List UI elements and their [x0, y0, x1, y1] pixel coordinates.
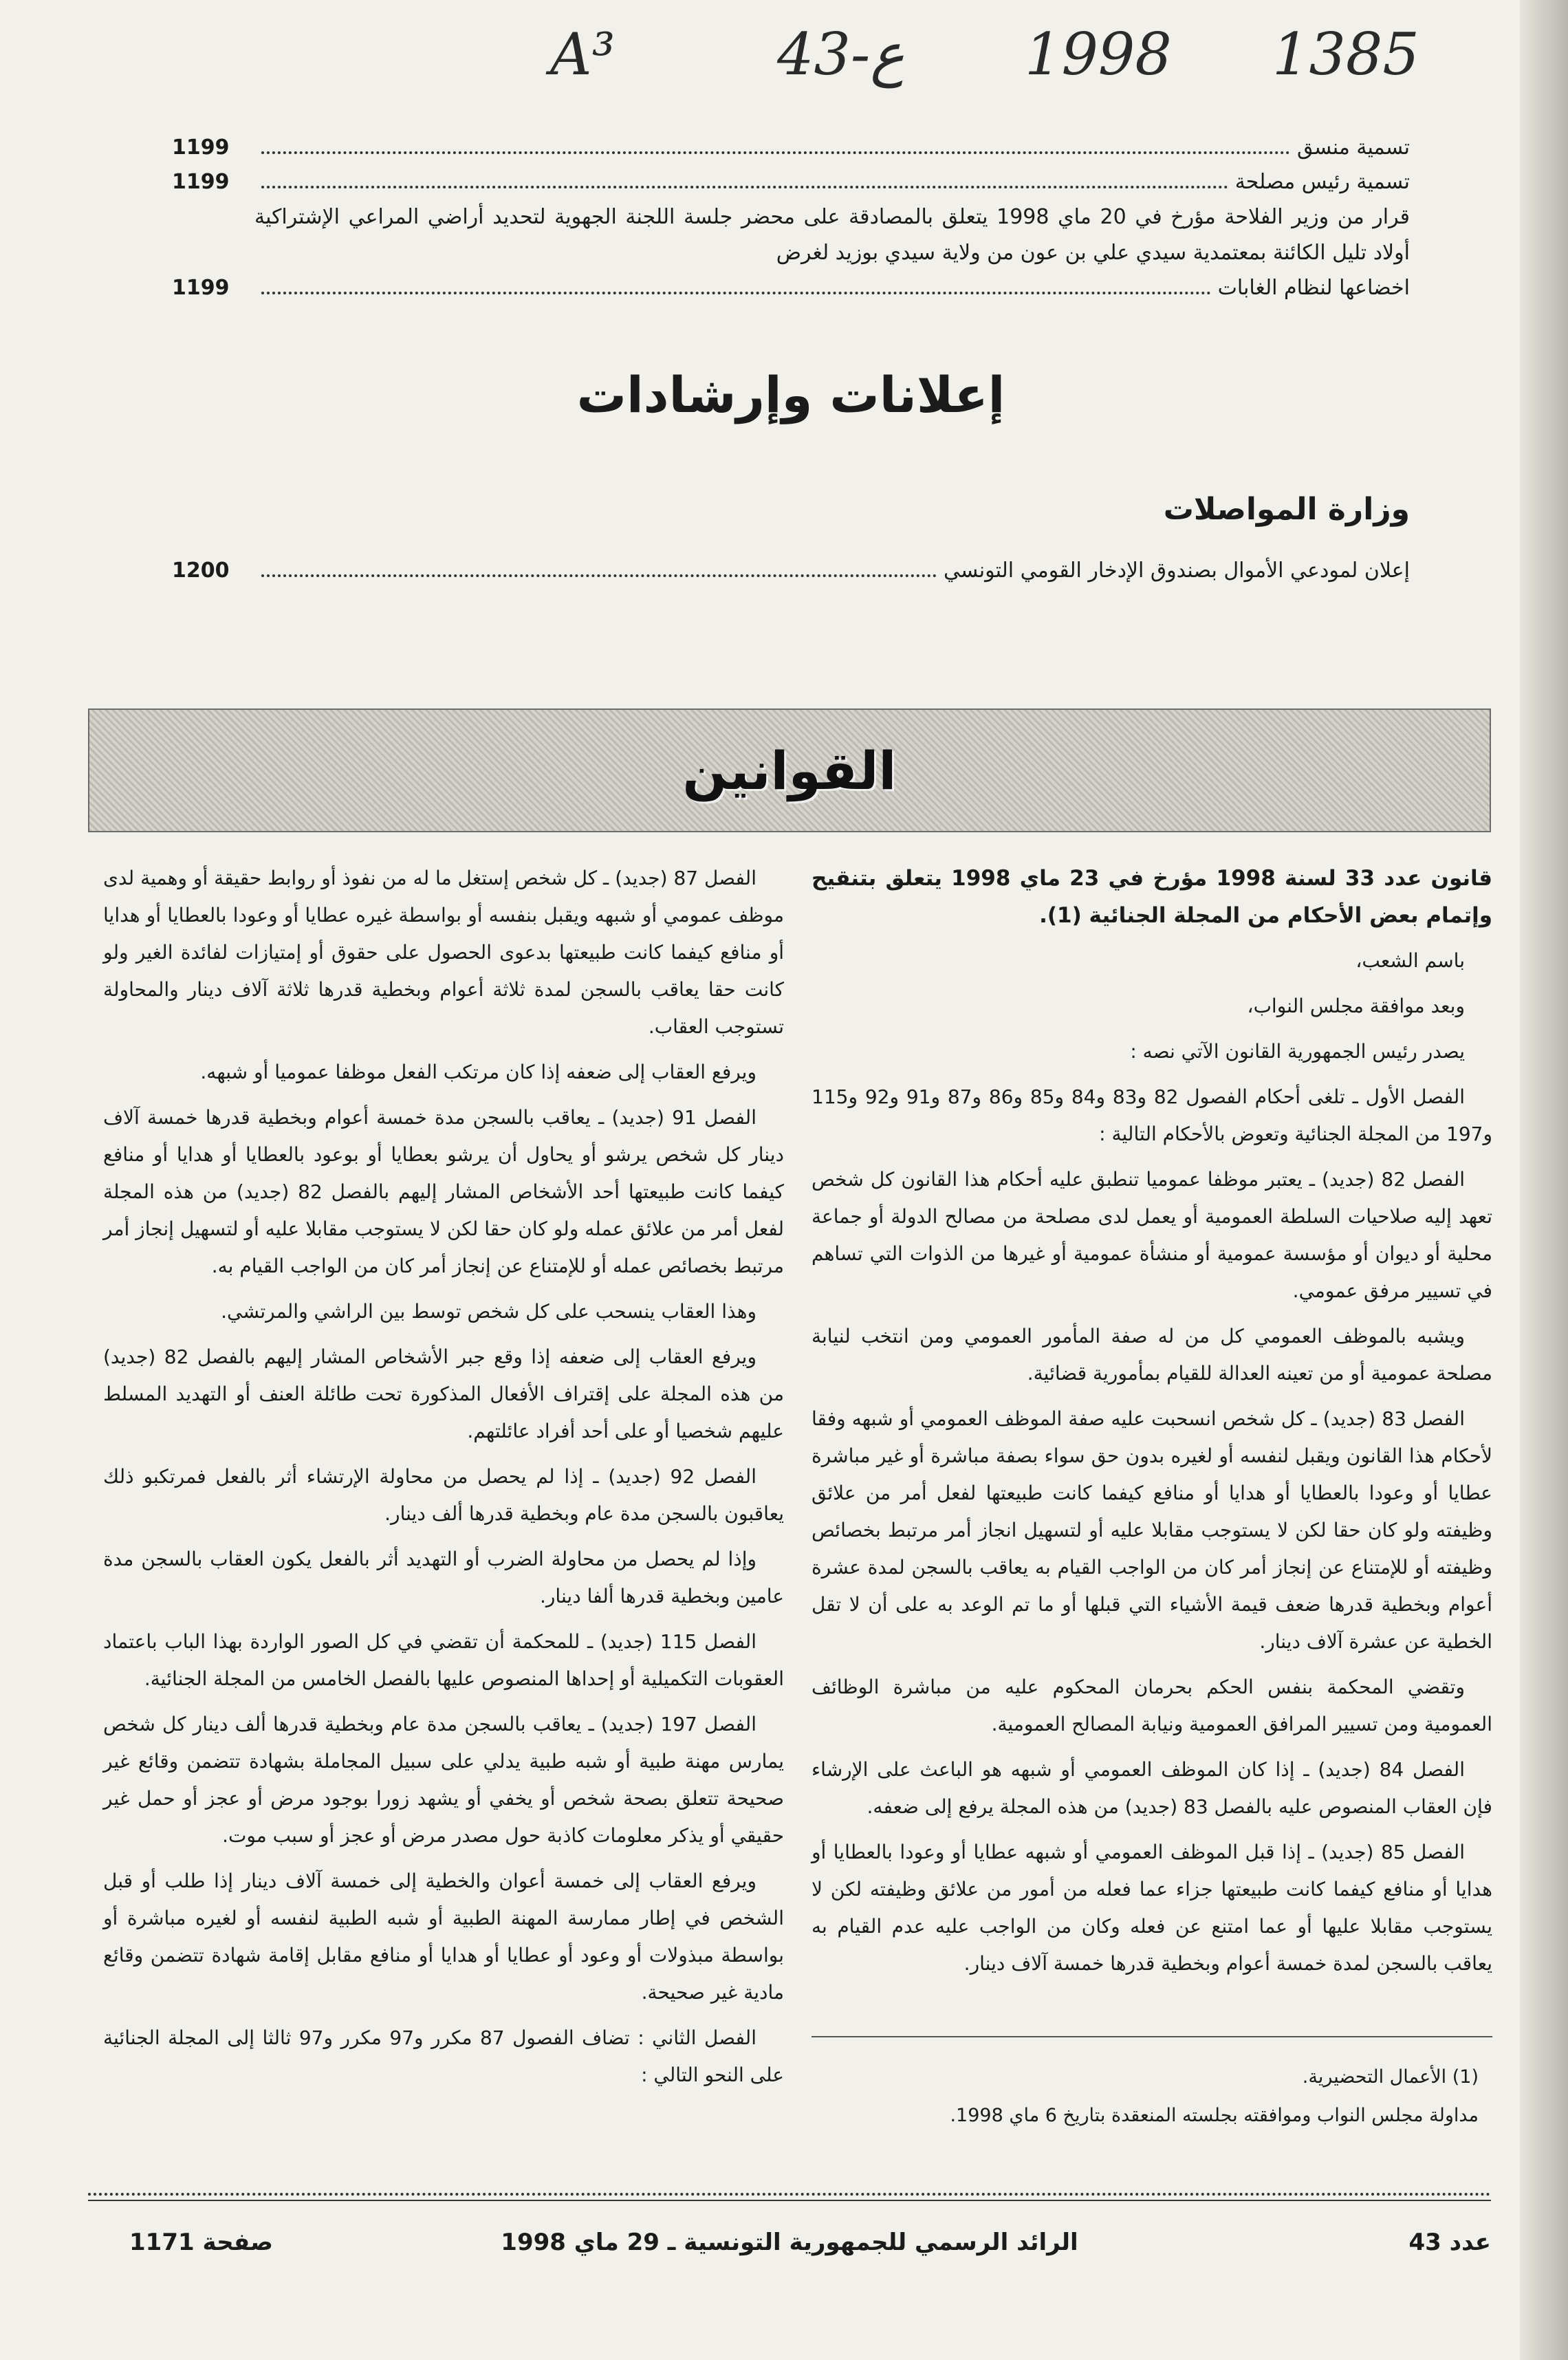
law-paragraph: الفصل 82 (جديد) ـ يعتبر موظفا عموميا تنطبق عليه أحكام هذا القانون كل شخص تعهد إليه صلاحيات السلطة العمومية أو يعمل لدى مصلحة من مصالح الدولة أو جماعة محلية أو ديوان أو مؤسسة عمومية أو منشأة عمومية أو غيرها من الذوات التي تساهم في تسيير مرفق عمومي.: [812, 1168, 1492, 1302]
law-paragraph: الفصل 115 (جديد) ـ للمحكمة أن تقضي في كل الصور الواردة بهذا الباب باعتماد العقوبات التكميلية أو إحداها المنصوص عليها بالفصل الخامس من المجلة الجنائية.: [103, 1630, 784, 1690]
law-paragraph: ويرفع العقاب إلى ضعفه إذا كان مرتكب الفعل موظفا عموميا أو شبهه.: [200, 1061, 756, 1083]
toc-entry-text: تسمية منسق: [1296, 136, 1410, 160]
page-edge-shadow: [1520, 0, 1568, 2360]
toc-entry-text: اخضاعها لنظام الغابات: [1217, 276, 1410, 300]
law-column-right: [812, 860, 1492, 1991]
law-paragraph: باسم الشعب،: [1355, 949, 1465, 972]
law-paragraph: الفصل الأول ـ تلغى أحكام الفصول 82 و83 و84 و85 و86 و87 و91 و92 و115 و197 من المجلة الجنائية وتعوض بالأحكام التالية :: [812, 1085, 1492, 1145]
toc-page-number: 1199: [172, 136, 230, 160]
toc-leader-dots: [261, 186, 1228, 188]
law-paragraph: وهذا العقاب ينسحب على كل شخص توسط بين الراشي والمرتشي.: [221, 1300, 756, 1323]
toc-entry: [172, 131, 1410, 165]
ministry-toc: [172, 554, 1410, 588]
page-number: صفحة 1171: [129, 2229, 273, 2256]
law-column-left: [103, 860, 784, 2102]
toc-entry-text: إعلان لمودعي الأموال بصندوق الإدخار القومي التونسي: [943, 559, 1410, 583]
footer-dotted-rule: [88, 2193, 1491, 2196]
law-paragraph: وإذا لم يحصل من محاولة الضرب أو التهديد أثر بالفعل يكون العقاب بالسجن مدة عامين وبخطية قدرها ألفا دينار.: [103, 1548, 784, 1607]
law-paragraph: الفصل 92 (جديد) ـ إذا لم يحصل من محاولة الإرتشاء أثر بالفعل فمرتكبو ذلك يعاقبون بالسجن مدة عام وبخطية قدرها ألف دينار.: [103, 1465, 784, 1525]
laws-banner-title: القوانين: [682, 739, 897, 801]
footnote: مداولة مجلس النواب وموافقته بجلسته المنعقدة بتاريخ 6 ماي 1998.: [950, 2105, 1479, 2126]
law-title: قانون عدد 33 لسنة 1998 مؤرخ في 23 ماي 1998 يتعلق بتنقيح وإتمام بعض الأحكام من المجلة الجنائية (1).: [812, 866, 1492, 928]
toc-page-number: 1200: [172, 559, 230, 583]
handwritten-note: 1385: [1272, 21, 1419, 88]
law-paragraph: الفصل الثاني : تضاف الفصول 87 مكرر و97 مكرر و97 ثالثا إلى المجلة الجنائية على النحو التالي :: [103, 2026, 784, 2086]
toc-entry-text: تسمية رئيس مصلحة: [1234, 170, 1410, 194]
law-paragraph: الفصل 91 (جديد) ـ يعاقب بالسجن مدة خمسة أعوام وبخطية قدرها خمسة آلاف دينار كل شخص يرشو أو يحاول أن يرشو بعطايا أو بوعود بالعطايا أو هدايا أو منافع كيفما كانت طبيعتها أحد الأشخاص المشار إليهم بالفصل 82 (جديد) من هذه المجلة لفعل أمر من علائق عمله ولو كان حقا لكن لا يستوجب مقابلا عليه أو لتسهيل إنجاز أمر مرتبط بخصائص عمله أو للإمتناع عن إنجاز أمر كان من الواجب القيام به.: [103, 1106, 784, 1277]
law-paragraph: الفصل 87 (جديد) ـ كل شخص إستغل ما له من نفوذ أو روابط حقيقة أو وهمية لدى موظف عمومي أو شبهه ويقبل بنفسه أو بواسطة غيره عطايا أو وعودا بالعطايا أو هدايا أو منافع كيفما كانت طبيعتها بدعوى الحصول على حقوق أو إمتيازات لفائدة الغير ولو كانت حقا يعاقب بالسجن لمدة ثلاثة أعوام وبخطية قدرها ثلاثة آلاف دينار والمحاولة تستوجب العقاب.: [103, 867, 784, 1038]
ministry-heading: وزارة المواصلات: [1163, 492, 1410, 527]
page-footer: [88, 2229, 1491, 2270]
toc-entry: [172, 554, 1410, 588]
toc-leader-dots: [261, 151, 1290, 154]
handwritten-note: 1998: [1025, 21, 1172, 88]
law-paragraph: الفصل 83 (جديد) ـ كل شخص انسحبت عليه صفة الموظف العمومي أو شبهه وفقا لأحكام هذا القانون ويقبل لنفسه أو لغيره بدون حق سواء بصفة مباشرة أو غير مباشرة عطايا أو وعودا بالعطايا أو هدايا أو منافع كيفما كانت طبيعتها لفعل أمر من علائق وظيفته ولو كان حقا لكن لا يستوجب مقابلا عليه أو لتسهيل انجاز أمر مرتبط بخصائص وظيفته أو للإمتناع عن إنجاز أمر كان من الواجب القيام به يعاقب بالسجن لمدة عشرة أعوام وبخطية قدرها ضعف قيمة الأشياء التي قبلها أو ما تم الوعد به على أن لا تقل الخطية عن عشرة آلاف دينار.: [812, 1407, 1492, 1653]
toc-page-number: 1199: [172, 170, 230, 194]
toc-page-number: 1199: [172, 276, 230, 300]
law-paragraph: وتقضي المحكمة بنفس الحكم بحرمان المحكوم عليه من مباشرة الوظائف العمومية ومن تسيير المرافق العمومية ونيابة المصالح العمومية.: [812, 1676, 1492, 1735]
law-paragraph: يصدر رئيس الجمهورية القانون الآتي نصه :: [1130, 1040, 1465, 1063]
law-paragraph: ويشبه بالموظف العمومي كل من له صفة المأمور العمومي ومن انتخب لنيابة مصلحة عمومية أو من تعينه العدالة للقيام بمأمورية قضائية.: [812, 1325, 1492, 1385]
handwritten-note: 43-ع: [777, 21, 905, 88]
toc-entry: [172, 165, 1410, 199]
law-paragraph: ويرفع العقاب إلى خمسة أعوان والخطية إلى خمسة آلاف دينار إذا طلب أو قبل الشخص في إطار ممارسة المهنة الطبية أو شبه الطبية لنفسه أو لغيره مباشرة أو بواسطة مبذولات أو وعود أو عطايا أو هدايا أو منافع مقابل إقامة شهادة تتضمن وقائع مادية غير صحيحة.: [103, 1870, 784, 2004]
toc-leader-dots: [261, 292, 1211, 294]
law-paragraph: الفصل 197 (جديد) ـ يعاقب بالسجن مدة عام وبخطية قدرها ألف دينار كل شخص يمارس مهنة طبية أو شبه طبية يدلي على سبيل المجاملة بشهادة تتضمن وقائع غير صحيحة تتعلق بصحة شخص أو يخفي أو يشهد زورا بوجود مرض أو عجز أو حمل غير حقيقي أو يذكر معلومات كاذبة حول مصدر مرض أو عجز أو سبب موت.: [103, 1713, 784, 1847]
law-paragraph: الفصل 84 (جديد) ـ إذا كان الموظف العمومي أو شبهه هو الباعث على الإرشاء فإن العقاب المنصوص عليه بالفصل 83 (جديد) من هذه المجلة يرفع إلى ضعفه.: [812, 1758, 1492, 1818]
footnotes: [812, 2036, 1492, 2135]
law-paragraph: ويرفع العقاب إلى ضعفه إذا وقع جبر الأشخاص المشار إليهم بالفصل 82 (جديد) من هذه المجلة على إقتراف الأفعال المذكورة تحت طائلة العنف أو التهديد المسلط عليهم شخصيا أو على أحد أفراد عائلتهم.: [103, 1345, 784, 1442]
table-of-contents: [172, 131, 1410, 305]
toc-leader-dots: [261, 574, 937, 577]
law-paragraph: الفصل 85 (جديد) ـ إذا قبل الموظف العمومي أو شبهه عطايا أو وعودا بالعطايا أو هدايا أو منافع كيفما كانت طبيعتها جزاء عما فعله من أمور من علائق وظيفته لكن لا يستوجب مقابلا عليها أو عما امتنع عن فعله وكان من الواجب عليه عدم القيام به يعاقب بالسجن لمدة خمسة أعوام وبخطية قدرها خمسة آلاف دينار.: [812, 1841, 1492, 1975]
gazette-title-date: الرائد الرسمي للجمهورية التونسية ـ 29 ماي 1998: [501, 2229, 1078, 2256]
toc-entry: [172, 271, 1410, 305]
footer-rule: [88, 2200, 1491, 2201]
section-heading-announcements: إعلانات وإرشادات: [576, 366, 1005, 424]
law-paragraph: وبعد موافقة مجلس النواب،: [1247, 995, 1465, 1017]
footnote: (1) الأعمال التحضيرية.: [1302, 2066, 1479, 2088]
handwritten-note: A³: [550, 21, 616, 88]
toc-decree-text: قرار من وزير الفلاحة مؤرخ في 20 ماي 1998 يتعلق بالمصادقة على محضر جلسة اللجنة الجهوية لتحديد أراضي المراعي الإشتراكية أولاد تليل الكائنة بمعتمدية سيدي علي بن عون من ولاية سيدي بوزيد لغرض: [254, 205, 1411, 265]
issue-number: عدد 43: [1408, 2229, 1491, 2256]
laws-banner: [88, 708, 1491, 832]
